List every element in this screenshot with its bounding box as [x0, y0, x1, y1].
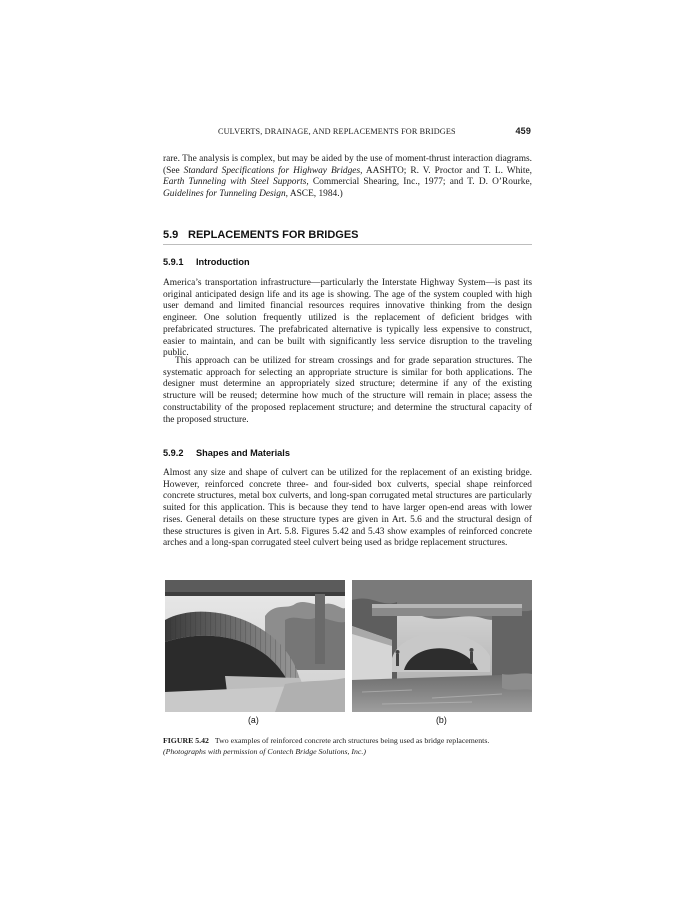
subsection-heading-shapes	[163, 448, 290, 458]
photo-a-arch-culvert	[165, 580, 345, 712]
shapes-paragraph-1: Almost any size and shape of culvert can be utilized for the replacement of an existing bridge. However, reinforced concrete three- and four-sided box culverts, special shape reinforced concrete structures, metal box culverts, and long-span corrugated metal structures are particularly suited for this application. This is because they tend to have larger open-end areas with lower rises. General details on these structure types are given in Art. 5.6 and the structural design of these structures is given in Art. 5.8. Figures 5.42 and 5.43 show examples of reinforced concrete arches and a long-span corrugated steel culvert being used as bridge replacement structures.	[163, 468, 532, 549]
introduction-paragraph-2: This approach can be utilized for stream crossings and for grade separation structures. The systematic approach for selecting an appropriate structure is similar for both applications. The designer must determine an appropriately sized structure; determine if any of the existing structure will be reused; determine how much of the structure will remain in place; assess the constructability of the proposed replacement structure; and determine the structural capacity of the proposed structure.	[163, 356, 532, 425]
reference-title: Earth Tunneling with Steel Supports,	[163, 177, 309, 188]
figure-number: FIGURE 5.42	[163, 736, 209, 745]
page-number: 459	[515, 126, 531, 136]
figure-caption-text: Two examples of reinforced concrete arch structures being used as bridge replacements.	[214, 736, 490, 745]
subsection-title: Shapes and Materials	[196, 448, 290, 458]
section-rule	[163, 244, 532, 245]
running-head-title: CULVERTS, DRAINAGE, AND REPLACEMENTS FOR BRIDGES	[218, 127, 456, 136]
intro-text: Commercial Shearing, Inc., 1977; and T. D. O’Rourke,	[308, 177, 532, 188]
photo-a-image	[165, 580, 345, 712]
section-heading	[163, 229, 532, 241]
figure-label-b: (b)	[436, 715, 447, 725]
photo-b-image	[352, 580, 532, 712]
subsection-number: 5.9.1	[163, 257, 184, 267]
section-title: REPLACEMENTS FOR BRIDGES	[188, 229, 359, 241]
introduction-paragraph-1: America’s transportation infrastructure—particularly the Interstate Highway System—is past its original anticipated design life and its age is showing. The age of the system coupled with high user demand and limited financial resources requires innovative thinking from the design engineer. One solution frequently utilized is the replacement of deficient bridges with prefabricated structures. The prefabricated alternative is typically less expensive to construct, easier to maintain, and can be built with significantly less service disruption to the traveling public.	[163, 278, 532, 359]
subsection-title: Introduction	[196, 257, 250, 267]
intro-text: rare. The analysis is complex, but may be aided by the use of moment-thrust interaction diagrams. (See	[163, 154, 532, 176]
section-number: 5.9	[163, 229, 179, 241]
figure-label-a: (a)	[248, 715, 259, 725]
intro-text: ASCE, 1984.)	[288, 189, 343, 200]
subsection-heading-introduction	[163, 257, 250, 267]
reference-title: Standard Specifications for Highway Bridges,	[183, 165, 363, 176]
figure-caption	[163, 736, 535, 757]
subsection-number: 5.9.2	[163, 448, 184, 458]
photo-b-concrete-arch	[352, 580, 532, 712]
intro-paragraph	[163, 154, 532, 201]
intro-text: AASHTO; R. V. Proctor and T. L. White,	[362, 165, 532, 176]
reference-title: Guidelines for Tunneling Design,	[163, 189, 288, 200]
figure-credit: (Photographs with permission of Contech Bridge Solutions, Inc.)	[163, 746, 366, 756]
